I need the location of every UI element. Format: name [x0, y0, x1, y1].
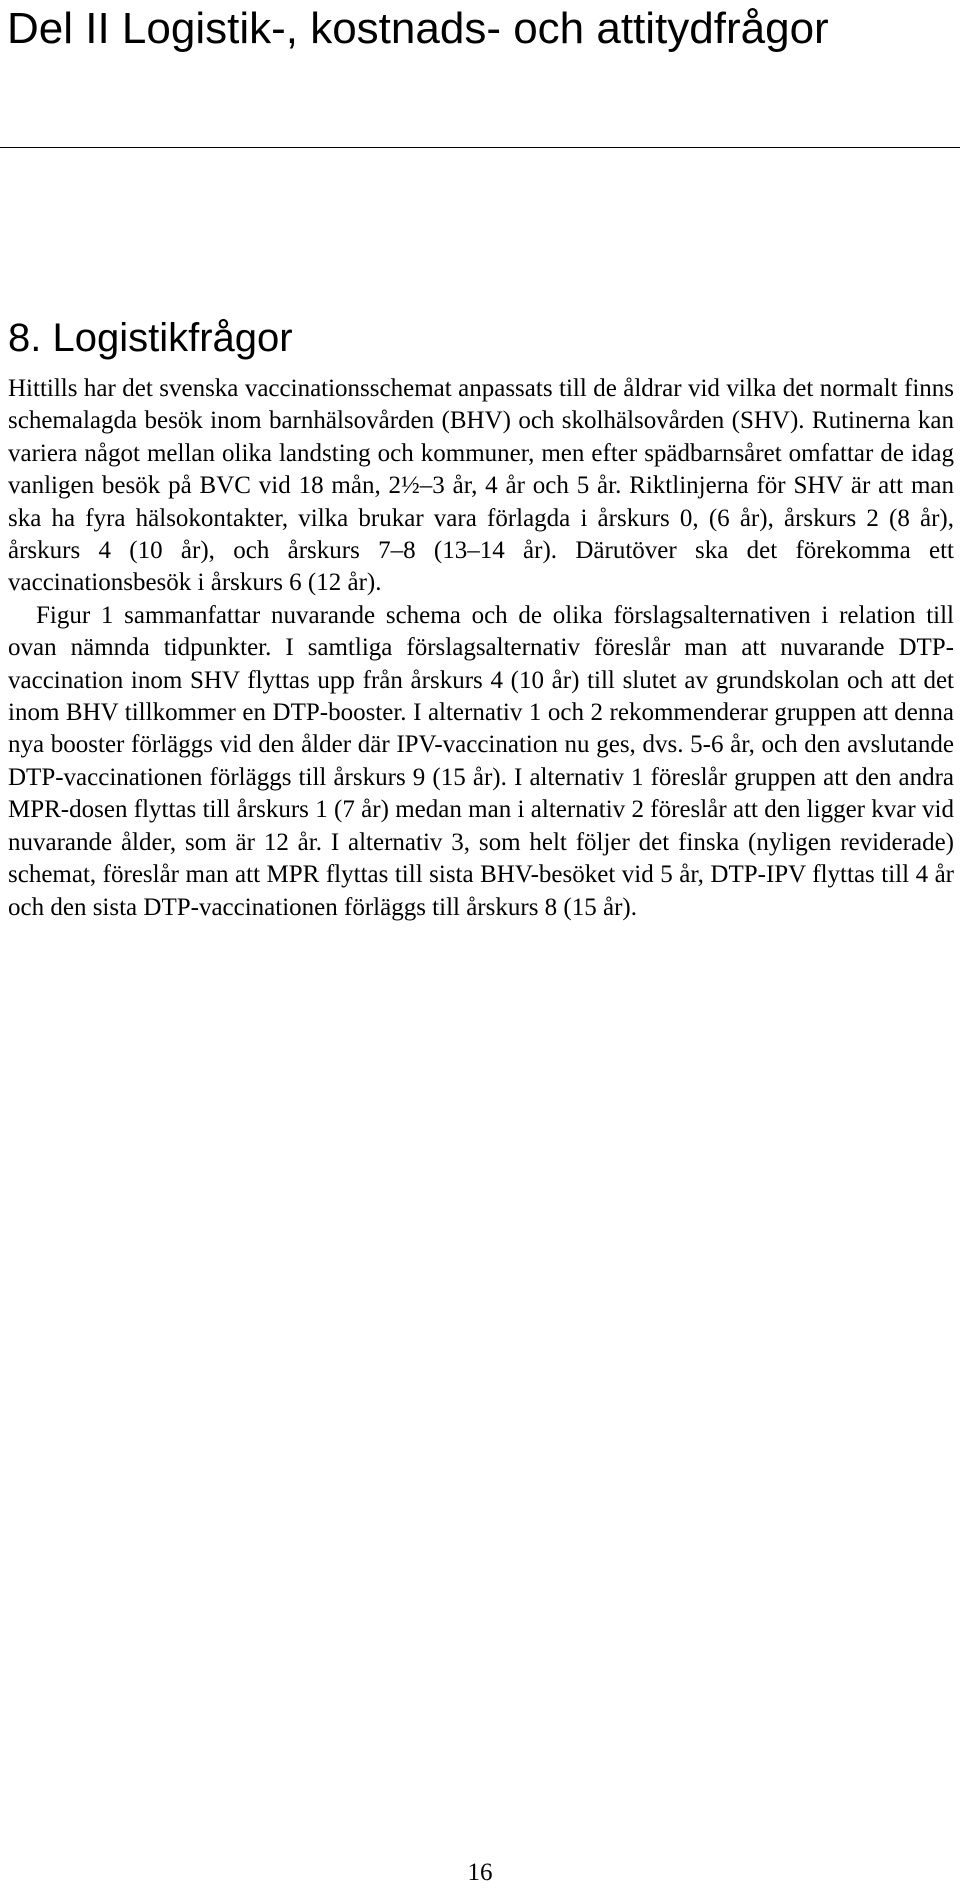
paragraph-2: Figur 1 sammanfattar nuvarande schema och de olika förslagsalternativen i relation till ovan nämnda tidpunkter. I samtliga förslagsalternativ föreslår man att nuvarande DTP-vaccination inom SHV flyttas upp från årskurs 4 (10 år) till slutet av grundskolan och att det inom BHV tillkommer en DTP-booster. I alternativ 1 och 2 rekommenderar gruppen att denna nya booster förläggs vid den ålder där IPV-vaccination nu ges, dvs. 5-6 år, och den avslutande DTP-vaccinationen förläggs till årskurs 9 (15 år). I alternativ 1 föreslår gruppen att den andra MPR-dosen flyttas till årskurs 1 (7 år) medan man i alternativ 2 föreslår att den ligger kvar vid nuvarande ålder, som är 12 år. I alternativ 3, som helt följer det finska (nyligen reviderade) schemat, föreslår man att MPR flyttas till sista BHV-besöket vid 5 år, DTP-IPV flyttas till 4 år och den sista DTP-vaccinationen förläggs till årskurs 8 (15 år).: [8, 601, 954, 921]
body-text: [8, 373, 954, 924]
paragraph-1: Hittills har det svenska vaccinationsschemat anpassats till de åldrar vid vilka det normalt finns schemalagda besök inom barnhälsovården (BHV) och skolhälsovården (SHV). Rutinerna kan variera något mellan olika landsting och kommuner, men efter spädbarnsåret omfattar de idag vanligen besök på BVC vid 18 mån, 2½–3 år, 4 år och 5 år. Riktlinjerna för SHV är att man ska ha fyra hälsokontakter, vilka brukar vara förlagda i årskurs 0, (6 år), årskurs 2 (8 år), årskurs 4 (10 år), och årskurs 7–8 (13–14 år). Därutöver ska det förekomma ett vaccinationsbesök i årskurs 6 (12 år).: [8, 375, 954, 597]
page-number: 16: [467, 1859, 493, 1886]
part-title: Del II Logistik-, kostnads- och attitydfrågor: [7, 4, 829, 53]
title-divider: [0, 147, 960, 148]
section-title: 8. Logistikfrågor: [8, 316, 293, 360]
